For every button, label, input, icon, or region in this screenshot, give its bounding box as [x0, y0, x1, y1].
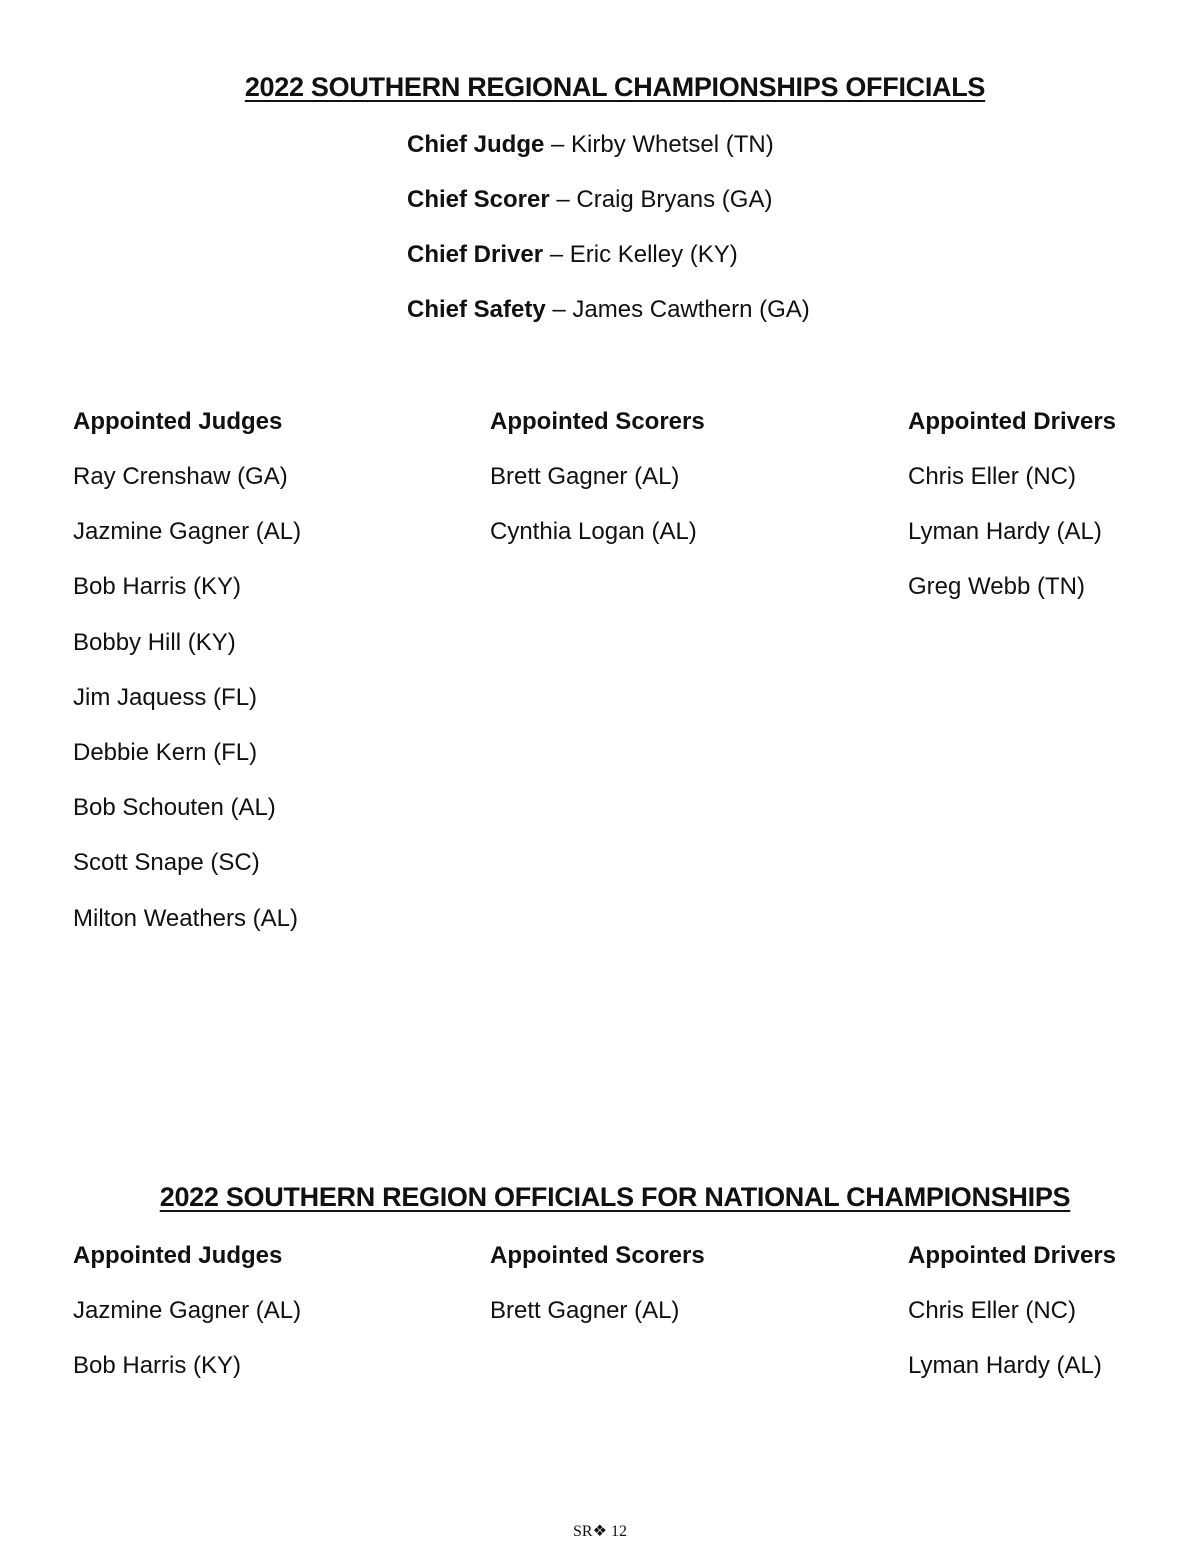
column-heading: Appointed Scorers — [490, 1242, 705, 1269]
chief-role: Chief Judge — [407, 131, 545, 158]
chief-name: Craig Bryans (GA) — [576, 186, 773, 213]
national-judges-column — [73, 1241, 301, 1406]
regional-title: 2022 SOUTHERN REGIONAL CHAMPIONSHIPS OFFICIALS — [244, 72, 986, 102]
chief-name: Kirby Whetsel (TN) — [571, 131, 774, 158]
footer-label: SR — [573, 1523, 593, 1540]
chief-sep: – — [543, 241, 570, 268]
chief-role: Chief Scorer — [407, 186, 550, 213]
list-item: Jazmine Gagner (AL) — [73, 1297, 302, 1324]
list-item: Chris Eller (NC) — [908, 463, 1076, 490]
chief-role: Chief Driver — [407, 241, 544, 268]
national-drivers-column — [908, 1241, 1116, 1406]
list-item: Jazmine Gagner (AL) — [73, 518, 302, 546]
list-item: Ray Crenshaw (GA) — [73, 463, 288, 490]
diamond-ornament-icon: ❖ — [592, 1523, 607, 1540]
list-item: Lyman Hardy (AL) — [908, 518, 1102, 546]
column-heading: Appointed Judges — [73, 1242, 283, 1269]
column-heading: Appointed Drivers — [908, 1242, 1117, 1269]
chief-safety-line — [407, 296, 810, 324]
column-heading: Appointed Drivers — [908, 408, 1117, 435]
list-item: Brett Gagner (AL) — [490, 463, 680, 490]
list-item: Brett Gagner (AL) — [490, 1297, 680, 1324]
chief-name: James Cawthern (GA) — [572, 296, 810, 323]
list-item: Jim Jaquess (FL) — [73, 683, 258, 711]
chief-scorer-line — [407, 186, 772, 214]
list-item: Bob Harris (KY) — [73, 1352, 242, 1380]
chief-sep: – — [549, 186, 577, 213]
list-item: Bob Harris (KY) — [73, 573, 242, 601]
chief-name: Eric Kelley (KY) — [569, 241, 738, 268]
list-item: Greg Webb (TN) — [908, 573, 1085, 601]
list-item: Bobby Hill (KY) — [73, 628, 236, 656]
list-item: Chris Eller (NC) — [908, 1297, 1076, 1324]
regional-scorers-column — [490, 407, 705, 572]
regional-judges-column — [73, 407, 301, 959]
list-item: Cynthia Logan (AL) — [490, 518, 697, 546]
list-item: Scott Snape (SC) — [73, 849, 260, 877]
chief-sep: – — [545, 296, 573, 323]
national-title: 2022 SOUTHERN REGION OFFICIALS FOR NATIONAL CHAMPIONSHIPS — [159, 1182, 1071, 1212]
list-item: Milton Weathers (AL) — [73, 904, 298, 932]
column-heading: Appointed Scorers — [490, 408, 705, 435]
chief-driver-line — [407, 241, 738, 269]
page-number: 12 — [610, 1523, 627, 1540]
regional-drivers-column — [908, 407, 1116, 628]
page-footer — [0, 1521, 1200, 1541]
chief-role: Chief Safety — [407, 296, 546, 323]
chief-judge-line — [407, 131, 774, 159]
column-heading: Appointed Judges — [73, 408, 283, 435]
list-item: Debbie Kern (FL) — [73, 738, 258, 766]
list-item: Lyman Hardy (AL) — [908, 1352, 1102, 1380]
chief-sep: – — [544, 131, 572, 158]
national-scorers-column — [490, 1241, 705, 1351]
list-item: Bob Schouten (AL) — [73, 794, 276, 822]
